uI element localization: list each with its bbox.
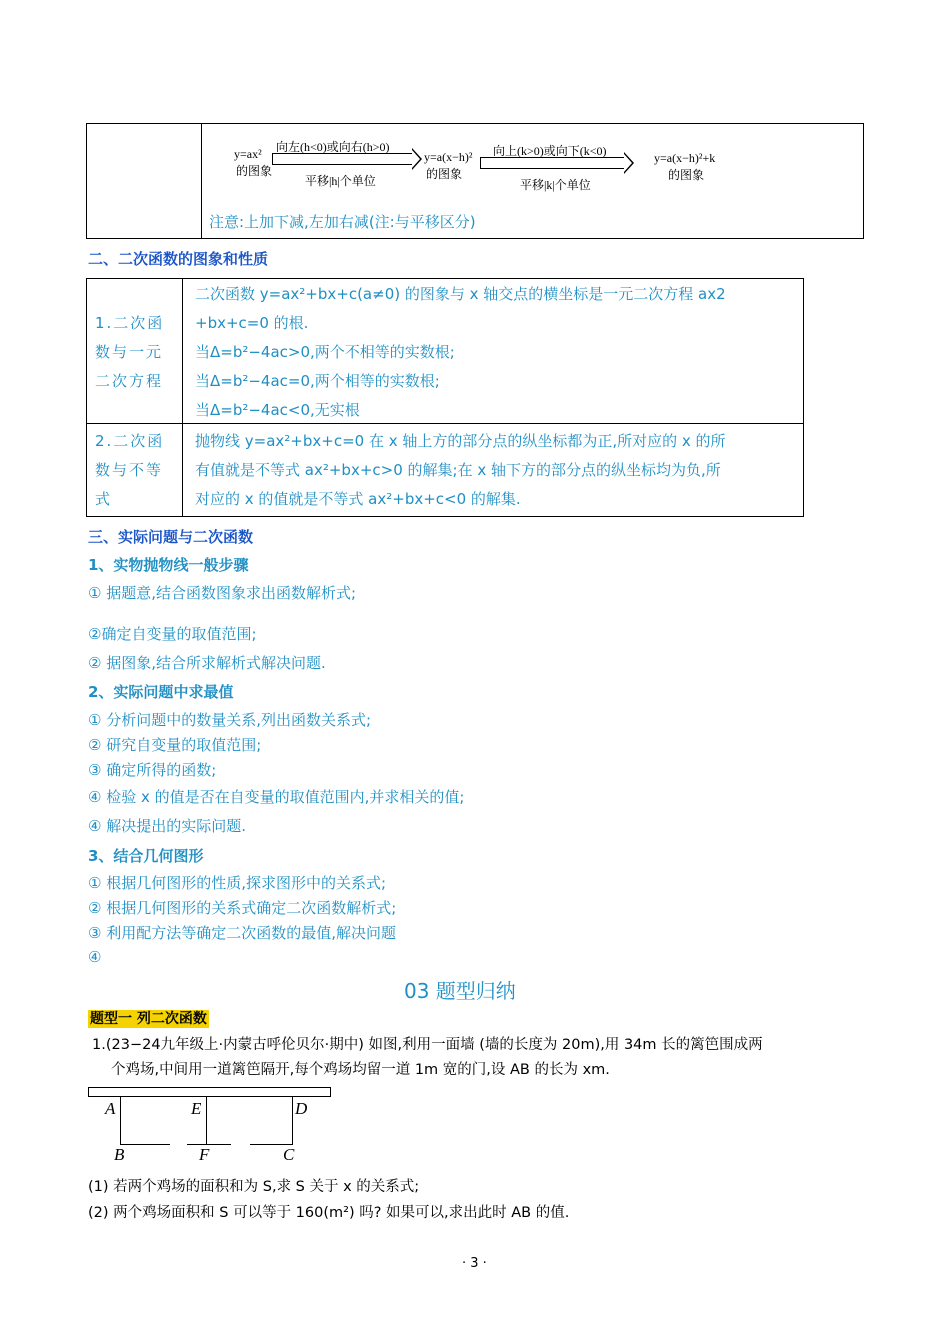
- sub2-item: ④ 解决提出的实际问题.: [88, 817, 246, 835]
- fence-bottom-left: [120, 1144, 170, 1145]
- section3-heading: 三、实际问题与二次函数: [88, 528, 254, 546]
- shift-note: 注意:上加下减,左加右减(注:与平移区分): [209, 213, 476, 231]
- diagram-start-sub: 的图象: [236, 164, 273, 178]
- section2-heading: 二、二次函数的图象和性质: [88, 250, 269, 268]
- diagram-mid-sub: 的图象: [426, 167, 463, 181]
- sub1-item: ① 据题意,结合函数图象求出函数解析式;: [88, 584, 357, 602]
- row1-label-line: 二次方程: [95, 372, 164, 390]
- row2-line: 有值就是不等式 ax²+bx+c>0 的解集;在 x 轴下方的部分点的纵坐标均为负,所: [195, 461, 721, 479]
- problem-line2: 个鸡场,中间用一道篱笆隔开,每个鸡场均留一道 1m 宽的门,设 AB 的长为 xm.: [111, 1062, 610, 1078]
- fence-ef: [206, 1097, 207, 1145]
- arrow1-bottom-label: 平移|h|个单位: [305, 174, 376, 188]
- row1-label-line: 1.二次函: [95, 314, 165, 332]
- label-A: A: [105, 1099, 116, 1118]
- table-divider: [201, 124, 202, 238]
- type-tag: [88, 1008, 209, 1028]
- sub1-heading: 1、实物抛物线一般步骤: [88, 556, 249, 574]
- sub3-item: ① 根据几何图形的性质,探求图形中的关系式;: [88, 874, 387, 892]
- arrow2-top-label: 向上(k>0)或向下(k<0): [493, 144, 607, 158]
- row1-label: [95, 309, 164, 396]
- row1-content: [195, 280, 726, 425]
- diagram-end-sub: 的图象: [668, 168, 705, 182]
- row2-label-line: 2.二次函: [95, 432, 165, 450]
- type-tag-label: 题型一 列二次函数: [90, 1011, 207, 1027]
- row2-line: 对应的 x 的值就是不等式 ax²+bx+c<0 的解集.: [195, 490, 521, 508]
- page-number: · 3 ·: [462, 1256, 487, 1271]
- row2-line: 抛物线 y=ax²+bx+c=0 在 x 轴上方的部分点的纵坐标都为正,所对应的 x 的所: [195, 432, 726, 450]
- wall-rect: [88, 1087, 331, 1097]
- arrow1-icon: [272, 153, 412, 165]
- row1-line: 当Δ=b²−4ac=0,两个相等的实数根;: [195, 372, 440, 390]
- diagram-mid: y=a(x−h)²: [424, 150, 473, 164]
- row2-label-line: 数与不等: [95, 461, 164, 479]
- diagram-end: y=a(x−h)²+k: [654, 151, 716, 165]
- arrow1-top-label: 向左(h<0)或向右(h>0): [276, 140, 390, 154]
- diagram-start: y=ax²: [234, 147, 262, 161]
- sub1-item: ② 据图象,结合所求解析式解决问题.: [88, 654, 326, 672]
- fence-dc: [292, 1097, 293, 1145]
- label-C: C: [283, 1145, 295, 1164]
- arrow2-icon: [480, 157, 624, 169]
- sub2-item: ① 分析问题中的数量关系,列出函数关系式;: [88, 711, 372, 729]
- question-2: (2) 两个鸡场面积和 S 可以等于 160(m²) 吗? 如果可以,求出此时 AB 的值.: [88, 1205, 570, 1221]
- sub3-item: ② 根据几何图形的关系式确定二次函数解析式;: [88, 899, 397, 917]
- problem-line1: 1.(23−24九年级上·内蒙古呼伦贝尔·期中) 如图,利用一面墙 (墙的长度为 20m),用 34m 长的篱笆围成两: [92, 1037, 763, 1053]
- section-title: 03 题型归纳: [404, 979, 516, 1003]
- row1-line: +bx+c=0 的根.: [195, 314, 309, 332]
- row1-label-line: 数与一元: [95, 343, 164, 361]
- row1-line: 当Δ=b²−4ac<0,无实根: [195, 401, 360, 419]
- sub2-heading: 2、实际问题中求最值: [88, 683, 234, 701]
- arrow2-bottom-label: 平移|k|个单位: [520, 178, 591, 192]
- sub2-item: ④ 检验 x 的值是否在自变量的取值范围内,并求相关的值;: [88, 788, 465, 806]
- properties-table: [86, 278, 804, 517]
- label-B: B: [114, 1145, 125, 1164]
- row1-line: 当Δ=b²−4ac>0,两个不相等的实数根;: [195, 343, 455, 361]
- fence-ab: [120, 1097, 121, 1145]
- label-E: E: [191, 1099, 202, 1118]
- label-D: D: [295, 1099, 308, 1118]
- row2-content: [195, 427, 726, 514]
- row2-label: [95, 427, 164, 514]
- sub2-item: ③ 确定所得的函数;: [88, 761, 217, 779]
- sub2-item: ② 研究自变量的取值范围;: [88, 736, 262, 754]
- row2-label-line: 式: [95, 490, 113, 508]
- question-1: (1) 若两个鸡场的面积和为 S,求 S 关于 x 的关系式;: [88, 1179, 420, 1195]
- table-vline: [182, 279, 183, 516]
- sub3-item: ③ 利用配方法等确定二次函数的最值,解决问题: [88, 924, 396, 942]
- row1-line: 二次函数 y=ax²+bx+c(a≠0) 的图象与 x 轴交点的横坐标是一元二次方程 ax2: [195, 285, 726, 303]
- label-F: F: [199, 1145, 210, 1164]
- sub3-item: ④: [88, 948, 102, 966]
- sub3-heading: 3、结合几何图形: [88, 847, 204, 865]
- sub1-item: ②确定自变量的取值范围;: [88, 625, 257, 643]
